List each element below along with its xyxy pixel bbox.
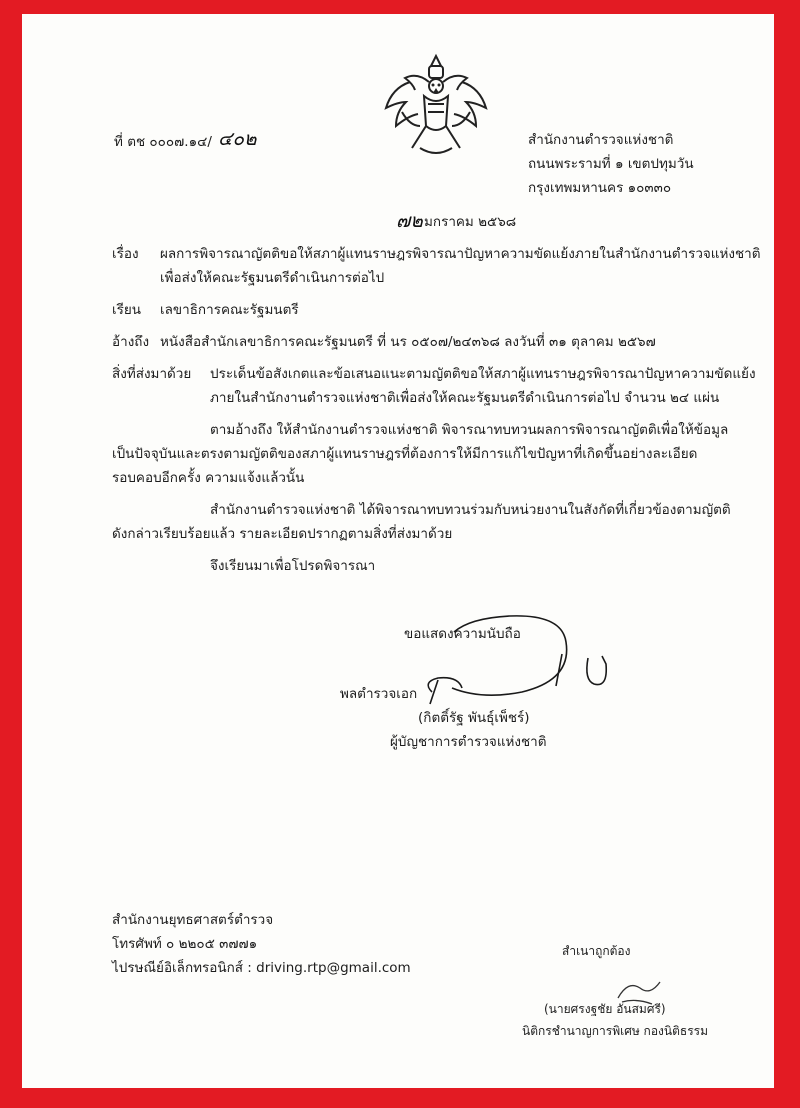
subject-label: เรื่อง (112, 246, 139, 262)
signatory-name: (กิตติ์รัฐ พันธุ์เพ็ชร์) (418, 710, 530, 726)
garuda-emblem-icon (380, 52, 492, 164)
certification-title: นิติกรชำนาญการพิเศษ กองนิติธรรม (522, 1024, 709, 1038)
subject-line-1: ผลการพิจารณาญัตติขอให้สภาผู้แทนราษฎรพิจารณาปัญหาความขัดแย้งภายในสำนักงานตำรวจแห่งชาติ (160, 246, 761, 262)
enclosure-line-2: ภายในสำนักงานตำรวจแห่งชาติเพื่อส่งให้คณะรัฐมนตรีดำเนินการต่อไป จำนวน ๒๔ แผ่น (210, 390, 720, 406)
footer-office: สำนักงานยุทธศาสตร์ตำรวจ (112, 912, 274, 928)
document-reference-number: ๔๐๒ (218, 128, 257, 150)
document-reference-prefix: ที่ ตช ๐๐๐๗.๑๔/ (114, 134, 212, 150)
body-paragraph-1-line-2: เป็นปัจจุบันและตรงตามญัตติของสภาผู้แทนราษฎรที่ต้องการให้มีการแก้ไขปัญหาที่เกิดขึ้นอย่างละเอียด (112, 446, 698, 462)
reference-text: หนังสือสำนักเลขาธิการคณะรัฐมนตรี ที่ นร ๐๕๐๗/๒๔๓๖๘ ลงวันที่ ๓๑ ตุลาคม ๒๕๖๗ (160, 334, 656, 350)
signatory-title: ผู้บัญชาการตำรวจแห่งชาติ (390, 734, 547, 750)
closing-phrase: ขอแสดงความนับถือ (404, 626, 521, 642)
handwritten-signature (412, 614, 612, 724)
enclosure-label: สิ่งที่ส่งมาด้วย (112, 366, 192, 382)
agency-name: สำนักงานตำรวจแห่งชาติ (528, 132, 674, 148)
footer-phone: โทรศัพท์ ๐ ๒๒๐๕ ๓๗๗๑ (112, 936, 258, 952)
signatory-rank: พลตำรวจเอก (340, 686, 418, 702)
date-day: ๗๒ (396, 210, 423, 232)
certification-name: (นายศรงฐชัย อันสมศรี) (544, 1002, 666, 1016)
document-page (22, 14, 774, 1088)
body-paragraph-2-line-2: ดังกล่าวเรียบร้อยแล้ว รายละเอียดปรากฏตามสิ่งที่ส่งมาด้วย (112, 526, 453, 542)
agency-address: ถนนพระรามที่ ๑ เขตปทุมวัน (528, 156, 694, 172)
subject-line-2: เพื่อส่งให้คณะรัฐมนตรีดำเนินการต่อไป (160, 270, 385, 286)
body-paragraph-2-line-1: สำนักงานตำรวจแห่งชาติ ได้พิจารณาทบทวนร่วมกับหน่วยงานในสังกัดที่เกี่ยวข้องตามญัตติ (210, 502, 731, 518)
body-paragraph-3: จึงเรียนมาเพื่อโปรดพิจารณา (210, 558, 376, 574)
date-month-year: มกราคม ๒๕๖๘ (424, 214, 517, 230)
body-paragraph-1-line-1: ตามอ้างถึง ให้สำนักงานตำรวจแห่งชาติ พิจารณาทบทวนผลการพิจารณาญัตติเพื่อให้ข้อมูล (210, 422, 729, 438)
agency-city: กรุงเทพมหานคร ๑๐๓๓๐ (528, 180, 672, 196)
footer-email: ไปรษณีย์อิเล็กทรอนิกส์ : driving.rtp@gmail.com (112, 960, 411, 976)
recipient-label: เรียน (112, 302, 142, 318)
certification-label: สำเนาถูกต้อง (562, 944, 631, 958)
body-paragraph-1-line-3: รอบคอบอีกครั้ง ความแจ้งแล้วนั้น (112, 470, 305, 486)
recipient-text: เลขาธิการคณะรัฐมนตรี (160, 302, 299, 318)
reference-label: อ้างถึง (112, 334, 150, 350)
enclosure-line-1: ประเด็นข้อสังเกตและข้อเสนอแนะตามญัตติขอให้สภาผู้แทนราษฎรพิจารณาปัญหาความขัดแย้ง (210, 366, 756, 382)
